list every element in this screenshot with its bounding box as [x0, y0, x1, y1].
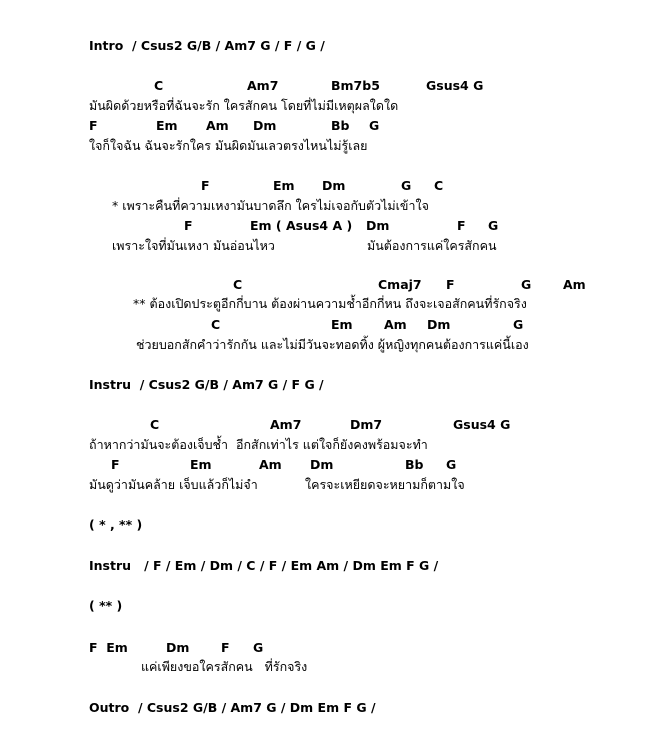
chord: G — [513, 317, 524, 332]
chord: Em — [190, 457, 212, 472]
outro-line: Outro / Csus2 G/B / Am7 G / Dm Em F G / — [89, 700, 376, 715]
repeat-marker: ( ** ) — [89, 598, 123, 613]
chord: C — [150, 417, 160, 432]
lyric-line: มันผิดด้วยหรือที่ฉันจะรัก ใครสักคน โดยที่ไม่มีเหตุผลใดใด — [89, 98, 399, 113]
chord: F — [89, 118, 98, 133]
chord: F — [221, 640, 230, 655]
repeat-marker: ( * , ** ) — [89, 517, 143, 532]
chord: Em — [273, 178, 295, 193]
chord: G — [446, 457, 457, 472]
chord: Am — [206, 118, 229, 133]
lyric-line: * เพราะคืนที่ความเหงามันบาดลึก ใครไม่เจอกับตัวไม่เข้าใจ — [112, 198, 429, 213]
chord: F — [184, 218, 193, 233]
lyric-line: แค่เพียงขอใครสักคน ที่รักจริง — [141, 659, 308, 674]
lyric-line: ถ้าหากว่ามันจะต้องเจ็บช้ำ อีกสักเท่าไร แต่ใจก็ยังคงพร้อมจะทำ — [89, 437, 428, 452]
chord: Dm — [310, 457, 334, 472]
chord: Bb — [331, 118, 350, 133]
chord: C — [154, 78, 164, 93]
chord: Bm7b5 — [331, 78, 380, 93]
chord: F — [446, 277, 455, 292]
chord: Dm — [366, 218, 390, 233]
instru-line: Instru / F / Em / Dm / C / F / Em Am / Dm Em F G / — [89, 558, 439, 573]
chord: Cmaj7 — [378, 277, 422, 292]
lyric-line: ** ต้องเปิดประตูอีกกี่บาน ต้องผ่านความช้ำอีกกี่หน ถึงจะเจอสักคนที่รักจริง — [133, 296, 527, 311]
lyric-line: เพราะใจที่มันเหงา มันอ่อนไหว — [112, 238, 275, 253]
chord: Am — [259, 457, 282, 472]
chord: Dm — [322, 178, 346, 193]
chord: G — [253, 640, 264, 655]
chord: Am7 — [247, 78, 279, 93]
chord: Gsus4 G — [426, 78, 484, 93]
lyric-line: ใครจะเหยียดจะหยามก็ตามใจ — [305, 477, 465, 492]
chord: Am7 — [270, 417, 302, 432]
chord: G — [521, 277, 532, 292]
chord: Dm — [166, 640, 190, 655]
chord: G — [488, 218, 499, 233]
chord: Em ( Asus4 A ) — [250, 218, 353, 233]
chord: C — [434, 178, 444, 193]
chord: F — [201, 178, 210, 193]
chord: Dm7 — [350, 417, 383, 432]
lyric-line: ใจก็ใจฉัน ฉันจะรักใคร มันผิดมันเลวตรงไหนไม่รู้เลย — [89, 138, 368, 153]
lyric-line: ช่วยบอกสักคำว่ารักกัน และไม่มีวันจะทอดทิ้ง ผู้หญิงทุกคนต้องการแค่นี้เอง — [136, 337, 529, 352]
intro-line: Intro / Csus2 G/B / Am7 G / F / G / — [89, 38, 325, 53]
lyric-line: มันดูว่ามันคล้าย เจ็บแล้วก็ไม่จำ — [89, 477, 258, 492]
chord: Am — [384, 317, 407, 332]
lyric-line: มันต้องการแค่ใครสักคน — [367, 238, 497, 253]
chord: Am — [563, 277, 586, 292]
chord: F — [457, 218, 466, 233]
chord: Dm — [427, 317, 451, 332]
instru-line: Instru / Csus2 G/B / Am7 G / F G / — [89, 377, 324, 392]
chord: C — [233, 277, 243, 292]
chord: F — [111, 457, 120, 472]
chord: G — [369, 118, 380, 133]
chord: Em — [331, 317, 353, 332]
chord: F Em — [89, 640, 128, 655]
chord: Bb — [405, 457, 424, 472]
chord: Dm — [253, 118, 277, 133]
chord: G — [401, 178, 412, 193]
chord: C — [211, 317, 221, 332]
chord: Em — [156, 118, 178, 133]
chord: Gsus4 G — [453, 417, 511, 432]
